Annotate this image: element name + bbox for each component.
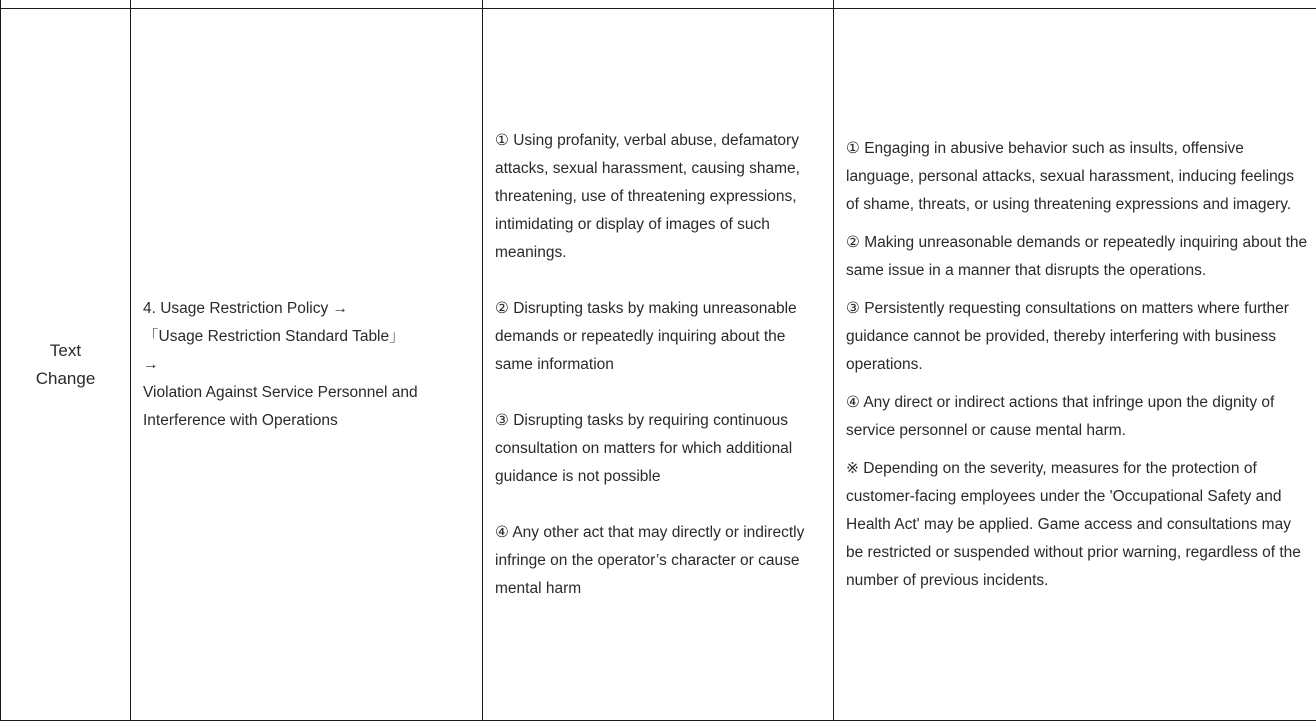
section-line: 4. Usage Restriction Policy → bbox=[143, 299, 349, 317]
change-type-line2: Change bbox=[35, 368, 96, 388]
header-cell-section bbox=[131, 0, 483, 9]
section-line: → bbox=[143, 355, 159, 373]
before-item-1: ① Using profanity, verbal abuse, defamatory attacks, sexual harassment, causing shame, threatening, use of threatening expressions, intimidating or display of images of such meanings. bbox=[495, 131, 800, 261]
section-line: Interference with Operations bbox=[143, 411, 338, 429]
table-header-row-clipped bbox=[1, 0, 1316, 9]
after-item-3: ③ Persistently requesting consultations on matters where further guidance cannot be provided, thereby interfering with business operations. bbox=[846, 299, 1289, 373]
section-line: 「Usage Restriction Standard Table」 bbox=[143, 327, 405, 345]
after-item-1: ① Engaging in abusive behavior such as insults, offensive language, personal attacks, sexual harassment, inducing feelings of shame, threats, or using threatening expressions and imagery. bbox=[846, 139, 1295, 213]
before-item-3: ③ Disrupting tasks by requiring continuous consultation on matters for which additional guidance is not possible bbox=[495, 411, 793, 485]
table-row bbox=[1, 9, 1316, 721]
after-item-4: ④ Any direct or indirect actions that infringe upon the dignity of service personnel or cause mental harm. bbox=[846, 393, 1275, 439]
section-cell bbox=[131, 9, 483, 721]
after-note: ※ Depending on the severity, measures for the protection of customer-facing employees under the 'Occupational Safety and Health Act' may be applied. Game access and consultations may be restricted or suspended without prior warning, regardless of the number of previous incidents. bbox=[846, 459, 1301, 589]
change-type-line1: Text bbox=[49, 340, 82, 360]
change-type-cell bbox=[1, 9, 131, 721]
section-line: Violation Against Service Personnel and bbox=[143, 383, 418, 401]
header-cell-before bbox=[483, 0, 834, 9]
header-cell-after bbox=[834, 0, 1316, 9]
before-item-2: ② Disrupting tasks by making unreasonable demands or repeatedly inquiring about the same information bbox=[495, 299, 797, 373]
before-item-4: ④ Any other act that may directly or indirectly infringe on the operator’s character or cause mental harm bbox=[495, 523, 805, 597]
after-item-2: ② Making unreasonable demands or repeatedly inquiring about the same issue in a manner that disrupts the operations. bbox=[846, 233, 1308, 279]
header-cell-type bbox=[1, 0, 131, 9]
after-text-cell bbox=[834, 9, 1316, 721]
before-text-cell bbox=[483, 9, 834, 721]
